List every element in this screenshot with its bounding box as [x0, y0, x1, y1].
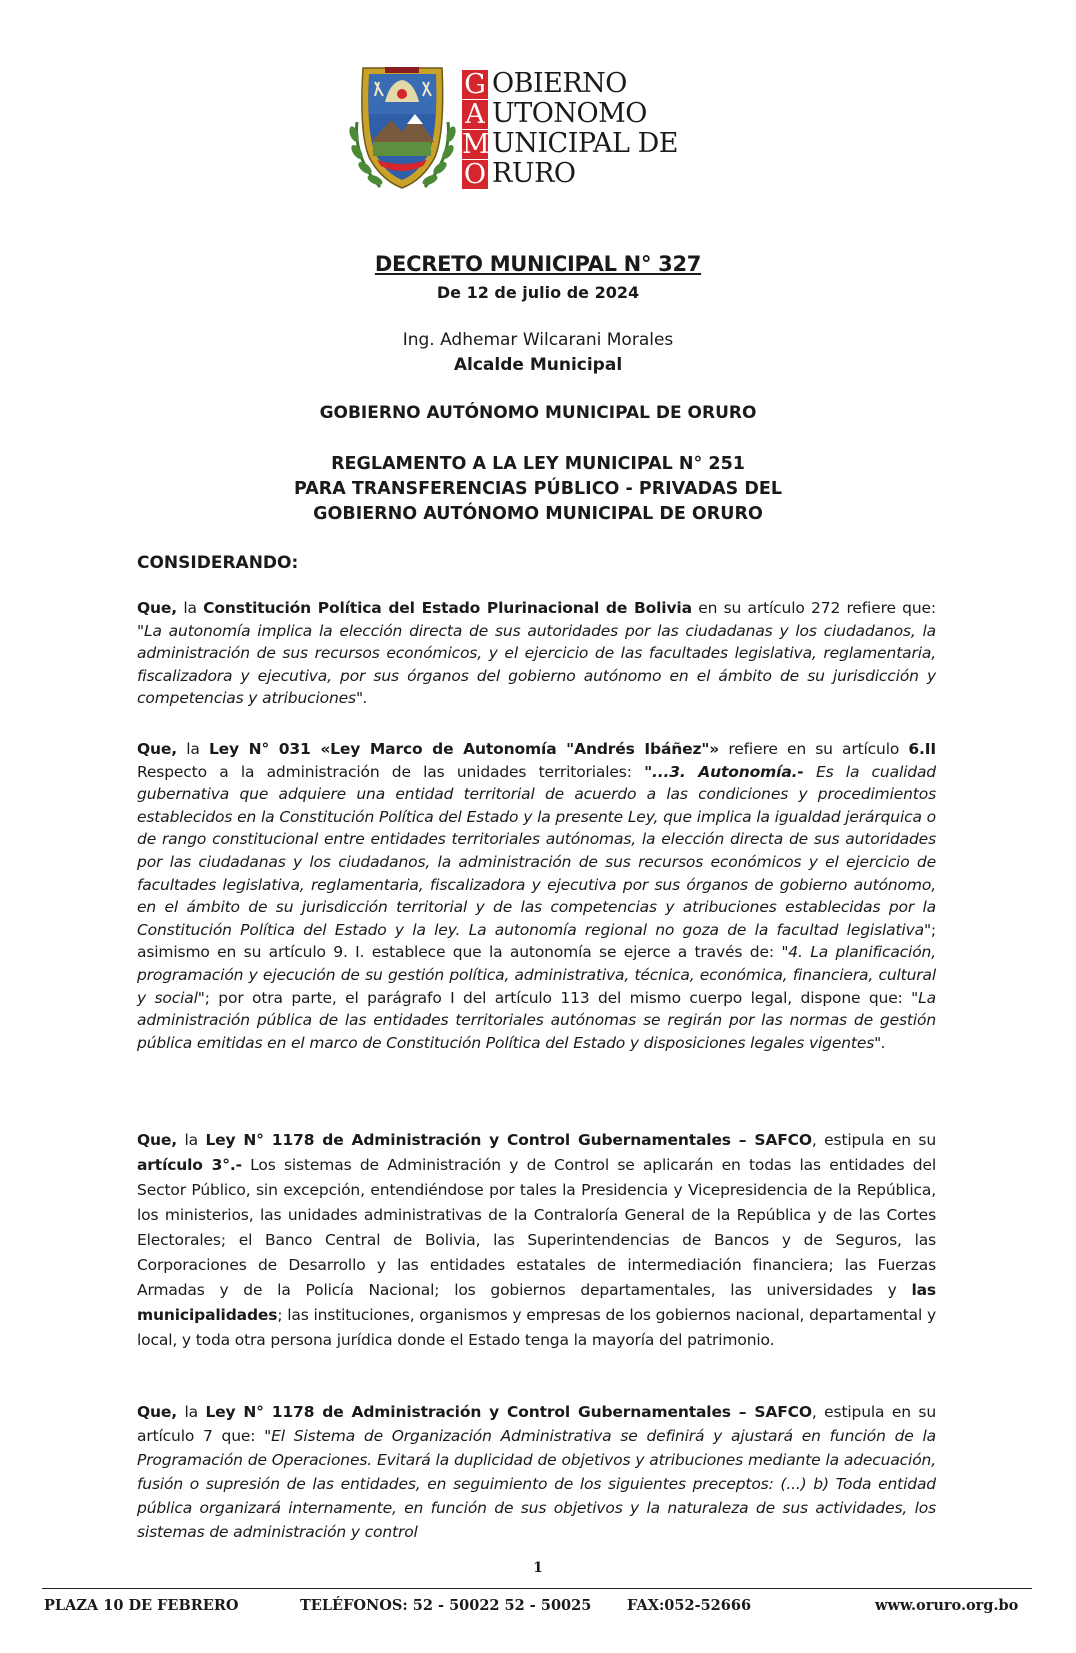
regulation-title-line-3: GOBIERNO AUTÓNOMO MUNICIPAL DE ORURO: [313, 504, 763, 524]
letterhead: [345, 62, 765, 212]
decree-date: De 12 de julio de 2024: [436, 283, 640, 302]
paragraph-constitution: Que, la Constitución Política del Estado Plurinacional de Bolivia en su artículo 272 refiere que: "La autonomía implica la elección directa de sus autoridades por las ciudadanas y los ciudadanos, la administración de sus recursos económicos, y el ejercicio de las facultades legislativa, reglamentaria, fiscalizadora y ejecutiva, por sus órganos del gobierno autónomo en el ámbito de su jurisdicción y competencias y atribuciones".: [137, 599, 936, 708]
considerando-heading: CONSIDERANDO:: [137, 553, 299, 573]
paragraph-ley-1178-art7: Que, la Ley N° 1178 de Administración y Control Gubernamentales – SAFCO, estipula en su artículo 7 que: "El Sistema de Organización Administrativa se definirá y ajustará en función de la Programación de Operaciones. Evitará la duplicidad de objetivos y atribuciones mediante la adecuación, fusión o supresión de las entidades, en seguimiento de los siguientes preceptos: (...) b) Toda entidad pública organizará internamente, en función de sus objetivos y la naturaleza de sus actividades, los sistemas de administración y control: [137, 1403, 936, 1541]
decree-number: DECRETO MUNICIPAL N° 327: [374, 252, 702, 276]
letterhead-line-1: OBIERNO: [492, 68, 627, 99]
initial-m: M: [462, 129, 490, 160]
letterhead-line-3: UNICIPAL DE: [492, 128, 678, 159]
footer-website[interactable]: www.oruro.org.bo: [875, 1597, 1019, 1614]
page-number: 1: [533, 1560, 543, 1576]
footer-fax: FAX:052-52666: [627, 1597, 752, 1614]
footer-divider: [42, 1588, 1032, 1589]
letterhead-initials: [462, 70, 492, 190]
initial-a: A: [462, 100, 488, 129]
footer-address: PLAZA 10 DE FEBRERO: [44, 1597, 239, 1614]
footer-phones: TELÉFONOS: 52 - 50022 52 - 50025: [300, 1597, 592, 1614]
coat-of-arms-icon: [345, 62, 460, 202]
signer-name: Ing. Adhemar Wilcarani Morales: [402, 330, 674, 350]
letterhead-line-4: RURO: [492, 158, 576, 189]
regulation-title: [0, 452, 1076, 527]
letterhead-name: [492, 69, 678, 189]
regulation-title-line-2: PARA TRANSFERENCIAS PÚBLICO - PRIVADAS DEL: [294, 479, 782, 499]
letterhead-line-2: UTONOMO: [492, 98, 647, 129]
paragraph-ley-031: Que, la Ley N° 031 «Ley Marco de Autonomía "Andrés Ibáñez"» refiere en su artículo 6.II Respecto a la administración de las unidades territoriales: "...3. Autonomía.- Es la cualidad gubernativa que adquiere una entidad territorial de acuerdo a las condiciones y procedimientos establecidos en la Constitución Política del Estado y la presente Ley, que implica la igualdad jerárquica o de rango constitucional entre entidades territoriales autónomas, la elección directa de sus autoridades por las ciudadanas y los ciudadanos, la administración de sus recursos económicos y el ejercicio de facultades legislativa, reglamentaria, fiscalizadora y ejecutiva por sus órganos de gobierno autónomo, en el ámbito de su jurisdicción territorial y de las competencias y atribuciones establecidas por la Constitución Política del Estado y la ley. La autonomía regional no goza de la facultad legislativa"; asimismo en su artículo 9. I. establece que la autonomía se ejerce a través de: "4. La planificación, programación y ejecución de su gestión política, administrativa, técnica, económica, financiera, cultural y social"; por otra parte, el parágrafo I del artículo 113 del mismo cuerpo legal, dispone que: "La administración pública de las entidades territoriales autónomas se regirán por las normas de gestión pública emitidas en el marco de Constitución Política del Estado y disposiciones legales vigentes".: [137, 740, 937, 1052]
signer-role: Alcalde Municipal: [453, 355, 623, 375]
paragraph-ley-1178-art3: Que, la Ley N° 1178 de Administración y Control Gubernamentales – SAFCO, estipula en su artículo 3°.- Los sistemas de Administración y de Control se aplicarán en todas las entidades del Sector Público, sin excepción, entendiéndose por tales la Presidencia y Vicepresidencia de la República, los ministerios, las unidades administrativas de la Contraloría General de la República y de las Cortes Electorales; el Banco Central de Bolivia, las Superintendencias de Bancos y de Seguros, las Corporaciones de Desarrollo y las entidades estatales de intermediación financiera; las Fuerzas Armadas y de la Policía Nacional; los gobiernos departamentales, las universidades y las municipalidades; las instituciones, organismos y empresas de los gobiernos nacional, departamental y local, y toda otra persona jurídica donde el Estado tenga la mayoría del patrimonio.: [137, 1131, 936, 1349]
regulation-title-line-1: REGLAMENTO A LA LEY MUNICIPAL N° 251: [331, 454, 745, 474]
initial-g: G: [462, 70, 488, 99]
initial-o: O: [463, 159, 487, 190]
government-name: GOBIERNO AUTÓNOMO MUNICIPAL DE ORURO: [319, 403, 757, 423]
